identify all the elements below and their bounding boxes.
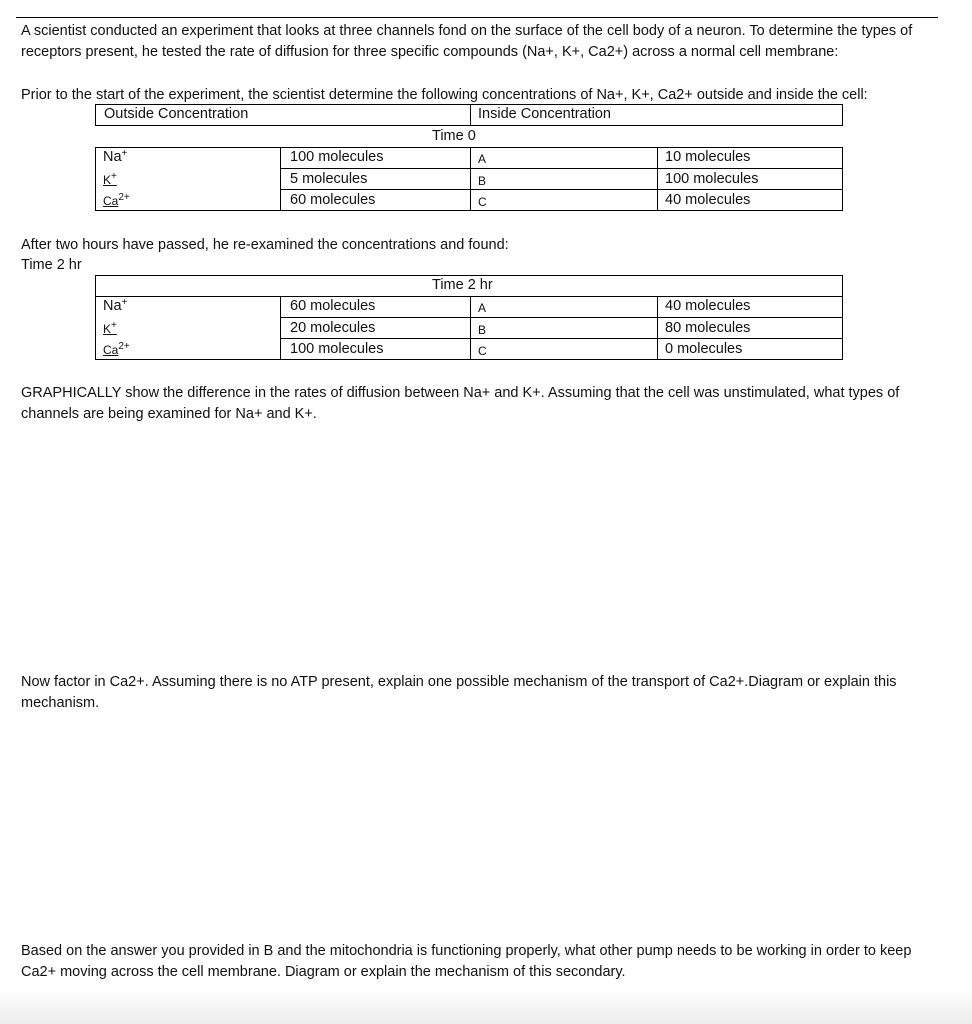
table2-na-inside: 40 molecules <box>665 298 751 314</box>
table2-ion-k: K+ <box>103 320 117 336</box>
table2-na-channel: A <box>478 301 487 315</box>
table2-time-label: Time 2 hr <box>432 277 493 293</box>
table2-ion-ca: $Ca^{2+}$ <box>103 341 130 357</box>
table1-k-inside: 100 molecules <box>665 171 759 187</box>
question-graph: GRAPHICALLY show the difference in the rates of diffusion between Na+ and K+. Assuming that the cell was unstimulated, what types of channels are being examined for Na+ and K+. <box>21 385 900 422</box>
table1-na-channel: A <box>478 152 487 166</box>
table1-k-outside: 5 molecules <box>290 171 368 187</box>
table1-header-outside: Outside Concentration <box>104 106 249 122</box>
table2-k-inside: 80 molecules <box>665 320 751 336</box>
table1-ion-k: K+ <box>103 171 117 187</box>
table1-time-label: Time 0 <box>432 128 476 144</box>
table1-k-channel: B <box>478 174 487 188</box>
table2-ion-na: Na+ <box>103 297 128 314</box>
table1-na-outside: 100 molecules <box>290 149 384 165</box>
table1-ion-ca: $Ca^{2+}$ <box>103 192 130 208</box>
table2-k-outside: 20 molecules <box>290 320 376 336</box>
table1-ca-outside: 60 molecules <box>290 192 376 208</box>
top-rule <box>16 17 938 18</box>
question-factor: Now factor in Ca2+. Assuming there is no ATP present, explain one possible mechanism of the transport of Ca2+.Diagram or explain this mechanism. <box>21 674 897 711</box>
table2-ca-inside: 0 molecules <box>665 341 743 357</box>
table1-ca-channel: C <box>478 195 487 209</box>
question-based: Based on the answer you provided in B and the mitochondria is functioning properly, what other pump needs to be working in order to keep Ca2+ moving across the cell membrane. Diagram or explain the mechanism of this secondary. <box>21 943 912 980</box>
time2-label: Time 2 hr <box>21 257 82 273</box>
table1-ca-inside: 40 molecules <box>665 192 751 208</box>
table2-na-outside: 60 molecules <box>290 298 376 314</box>
after-paragraph: After two hours have passed, he re-examined the concentrations and found: <box>21 237 509 253</box>
page-bottom-shade <box>0 990 972 1024</box>
table1-ion-na: Na+ <box>103 148 128 165</box>
table1-header-inside: Inside Concentration <box>478 106 611 122</box>
table2-k-channel: B <box>478 323 487 337</box>
table2-ca-outside: 100 molecules <box>290 341 384 357</box>
prior-paragraph: Prior to the start of the experiment, the scientist determine the following concentrations of Na+, K+, Ca2+ outside and inside the cell: <box>21 87 868 103</box>
table1-na-inside: 10 molecules <box>665 149 751 165</box>
intro-paragraph: A scientist conducted an experiment that looks at three channels fond on the surface of the cell body of a neuron. To determine the types of receptors present, he tested the rate of diffusion for three specific compounds (Na+, K+, Ca2+) across a normal cell membrane: <box>21 23 913 60</box>
table2-ca-channel: C <box>478 344 487 358</box>
